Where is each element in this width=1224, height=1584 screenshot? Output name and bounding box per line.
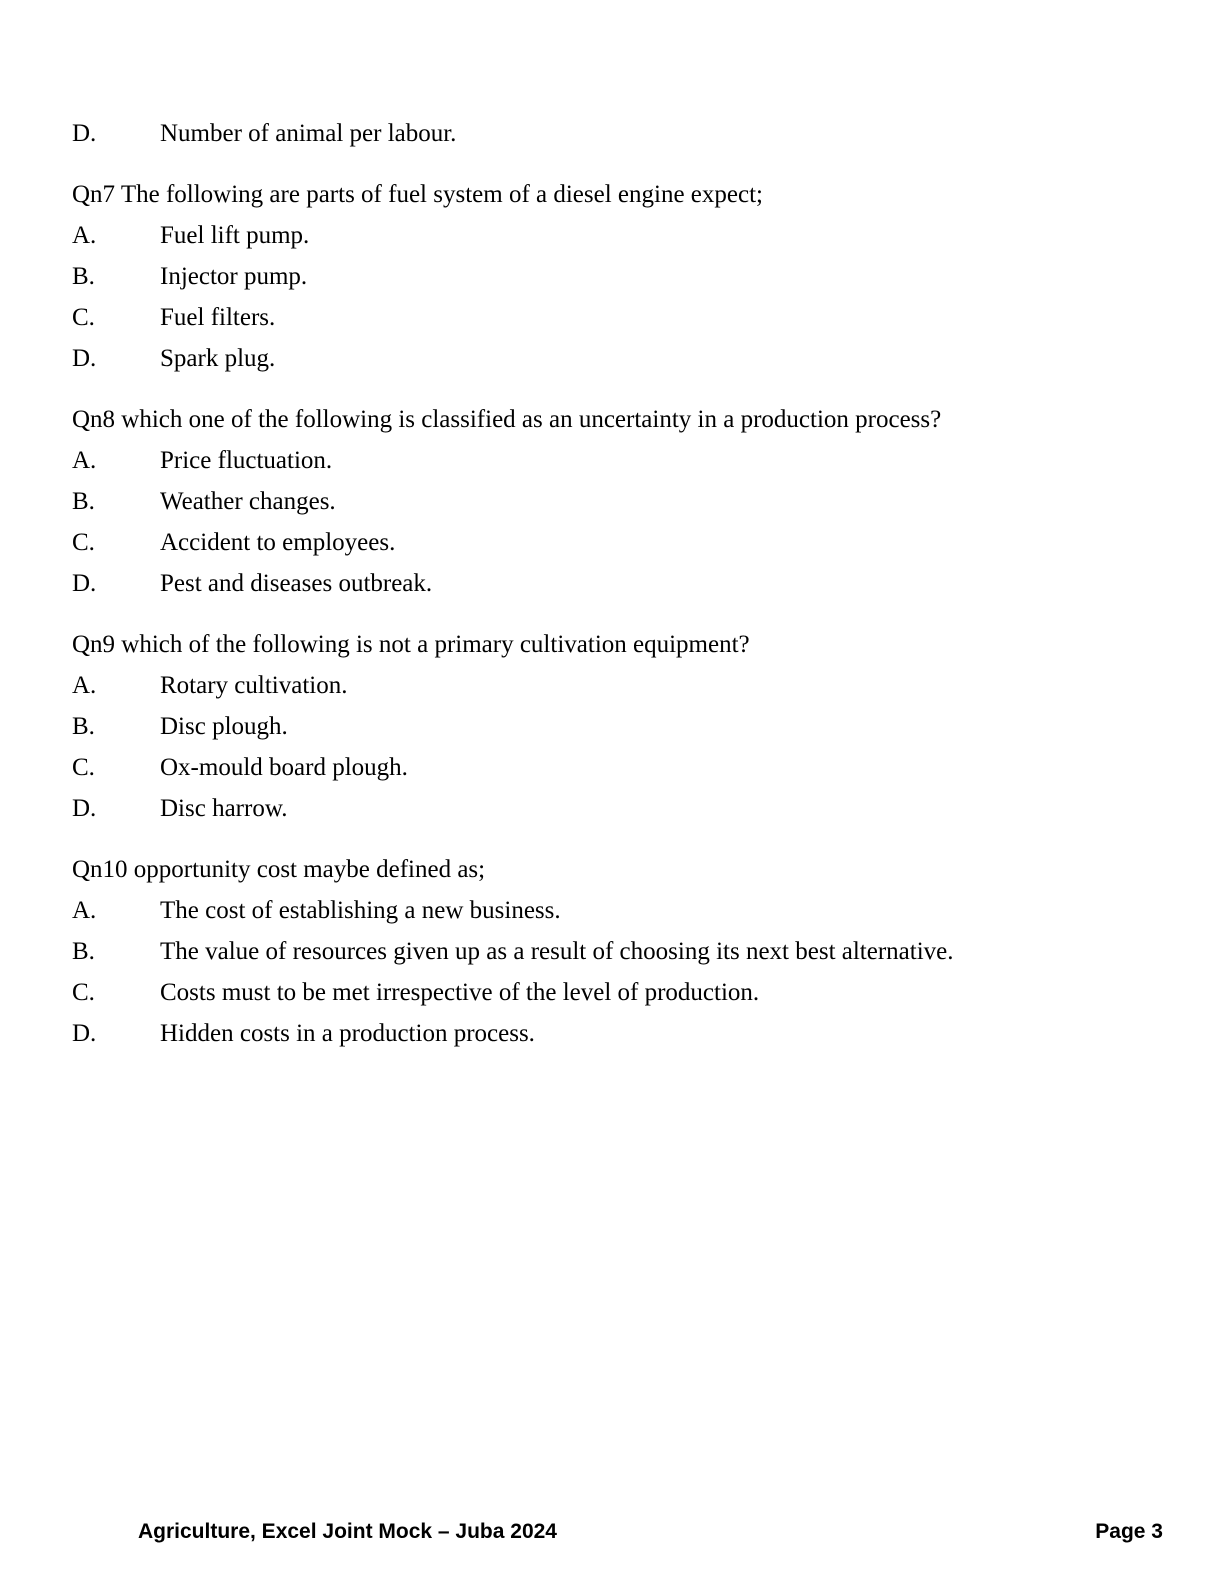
option-row [72, 747, 1164, 788]
option-row [72, 890, 1164, 931]
option-letter: A. [72, 447, 97, 474]
option-text: Fuel filters. [160, 304, 276, 331]
option-row [72, 481, 1164, 522]
footer-document-title: Agriculture, Excel Joint Mock – Juba 2024 [138, 1520, 557, 1543]
question-block-qn8 [72, 399, 1164, 604]
option-letter: B. [72, 938, 95, 965]
question-prompt: Qn7 The following are parts of fuel system of a diesel engine expect; [72, 181, 763, 208]
option-row [72, 440, 1164, 481]
option-text: Number of animal per labour. [160, 120, 457, 147]
option-row [72, 931, 1164, 972]
option-text: Weather changes. [160, 488, 336, 515]
option-text: Disc plough. [160, 713, 288, 740]
option-letter: B. [72, 263, 95, 290]
option-letter: A. [72, 897, 97, 924]
option-row [72, 1013, 1164, 1054]
option-letter: A. [72, 222, 97, 249]
option-row [72, 563, 1164, 604]
option-row [72, 522, 1164, 563]
option-row [72, 788, 1164, 829]
option-text: Costs must to be met irrespective of the level of production. [160, 979, 760, 1006]
option-letter: D. [72, 120, 97, 147]
option-row [72, 972, 1164, 1013]
option-letter: D. [72, 345, 97, 372]
option-letter: C. [72, 979, 95, 1006]
page-footer [138, 1519, 1163, 1545]
option-text: Rotary cultivation. [160, 672, 348, 699]
option-row [72, 706, 1164, 747]
option-letter: C. [72, 304, 95, 331]
option-text: The value of resources given up as a result of choosing its next best alternative. [160, 938, 954, 965]
question-block-qn10 [72, 849, 1164, 1054]
option-text: Accident to employees. [160, 529, 396, 556]
question-block-qn7 [72, 174, 1164, 379]
option-letter: A. [72, 672, 97, 699]
option-letter: D. [72, 795, 97, 822]
option-row [72, 297, 1164, 338]
option-row [72, 256, 1164, 297]
option-letter: D. [72, 570, 97, 597]
option-text: Price fluctuation. [160, 447, 333, 474]
option-letter: C. [72, 754, 95, 781]
option-text: Ox-mould board plough. [160, 754, 408, 781]
option-text: The cost of establishing a new business. [160, 897, 561, 924]
option-letter: B. [72, 713, 95, 740]
option-text: Disc harrow. [160, 795, 288, 822]
option-row [72, 338, 1164, 379]
option-text: Injector pump. [160, 263, 308, 290]
option-letter: D. [72, 1020, 97, 1047]
option-letter: B. [72, 488, 95, 515]
exam-questions-content [72, 113, 1164, 1054]
option-text: Hidden costs in a production process. [160, 1020, 535, 1047]
leading-option-row [72, 113, 1164, 154]
question-prompt: Qn10 opportunity cost maybe defined as; [72, 856, 486, 883]
option-text: Pest and diseases outbreak. [160, 570, 433, 597]
option-text: Spark plug. [160, 345, 276, 372]
footer-page-number: Page 3 [1095, 1520, 1163, 1543]
option-row [72, 665, 1164, 706]
option-text: Fuel lift pump. [160, 222, 310, 249]
question-prompt: Qn9 which of the following is not a primary cultivation equipment? [72, 631, 750, 658]
question-prompt: Qn8 which one of the following is classified as an uncertainty in a production process? [72, 406, 942, 433]
question-block-qn9 [72, 624, 1164, 829]
option-row [72, 215, 1164, 256]
option-letter: C. [72, 529, 95, 556]
